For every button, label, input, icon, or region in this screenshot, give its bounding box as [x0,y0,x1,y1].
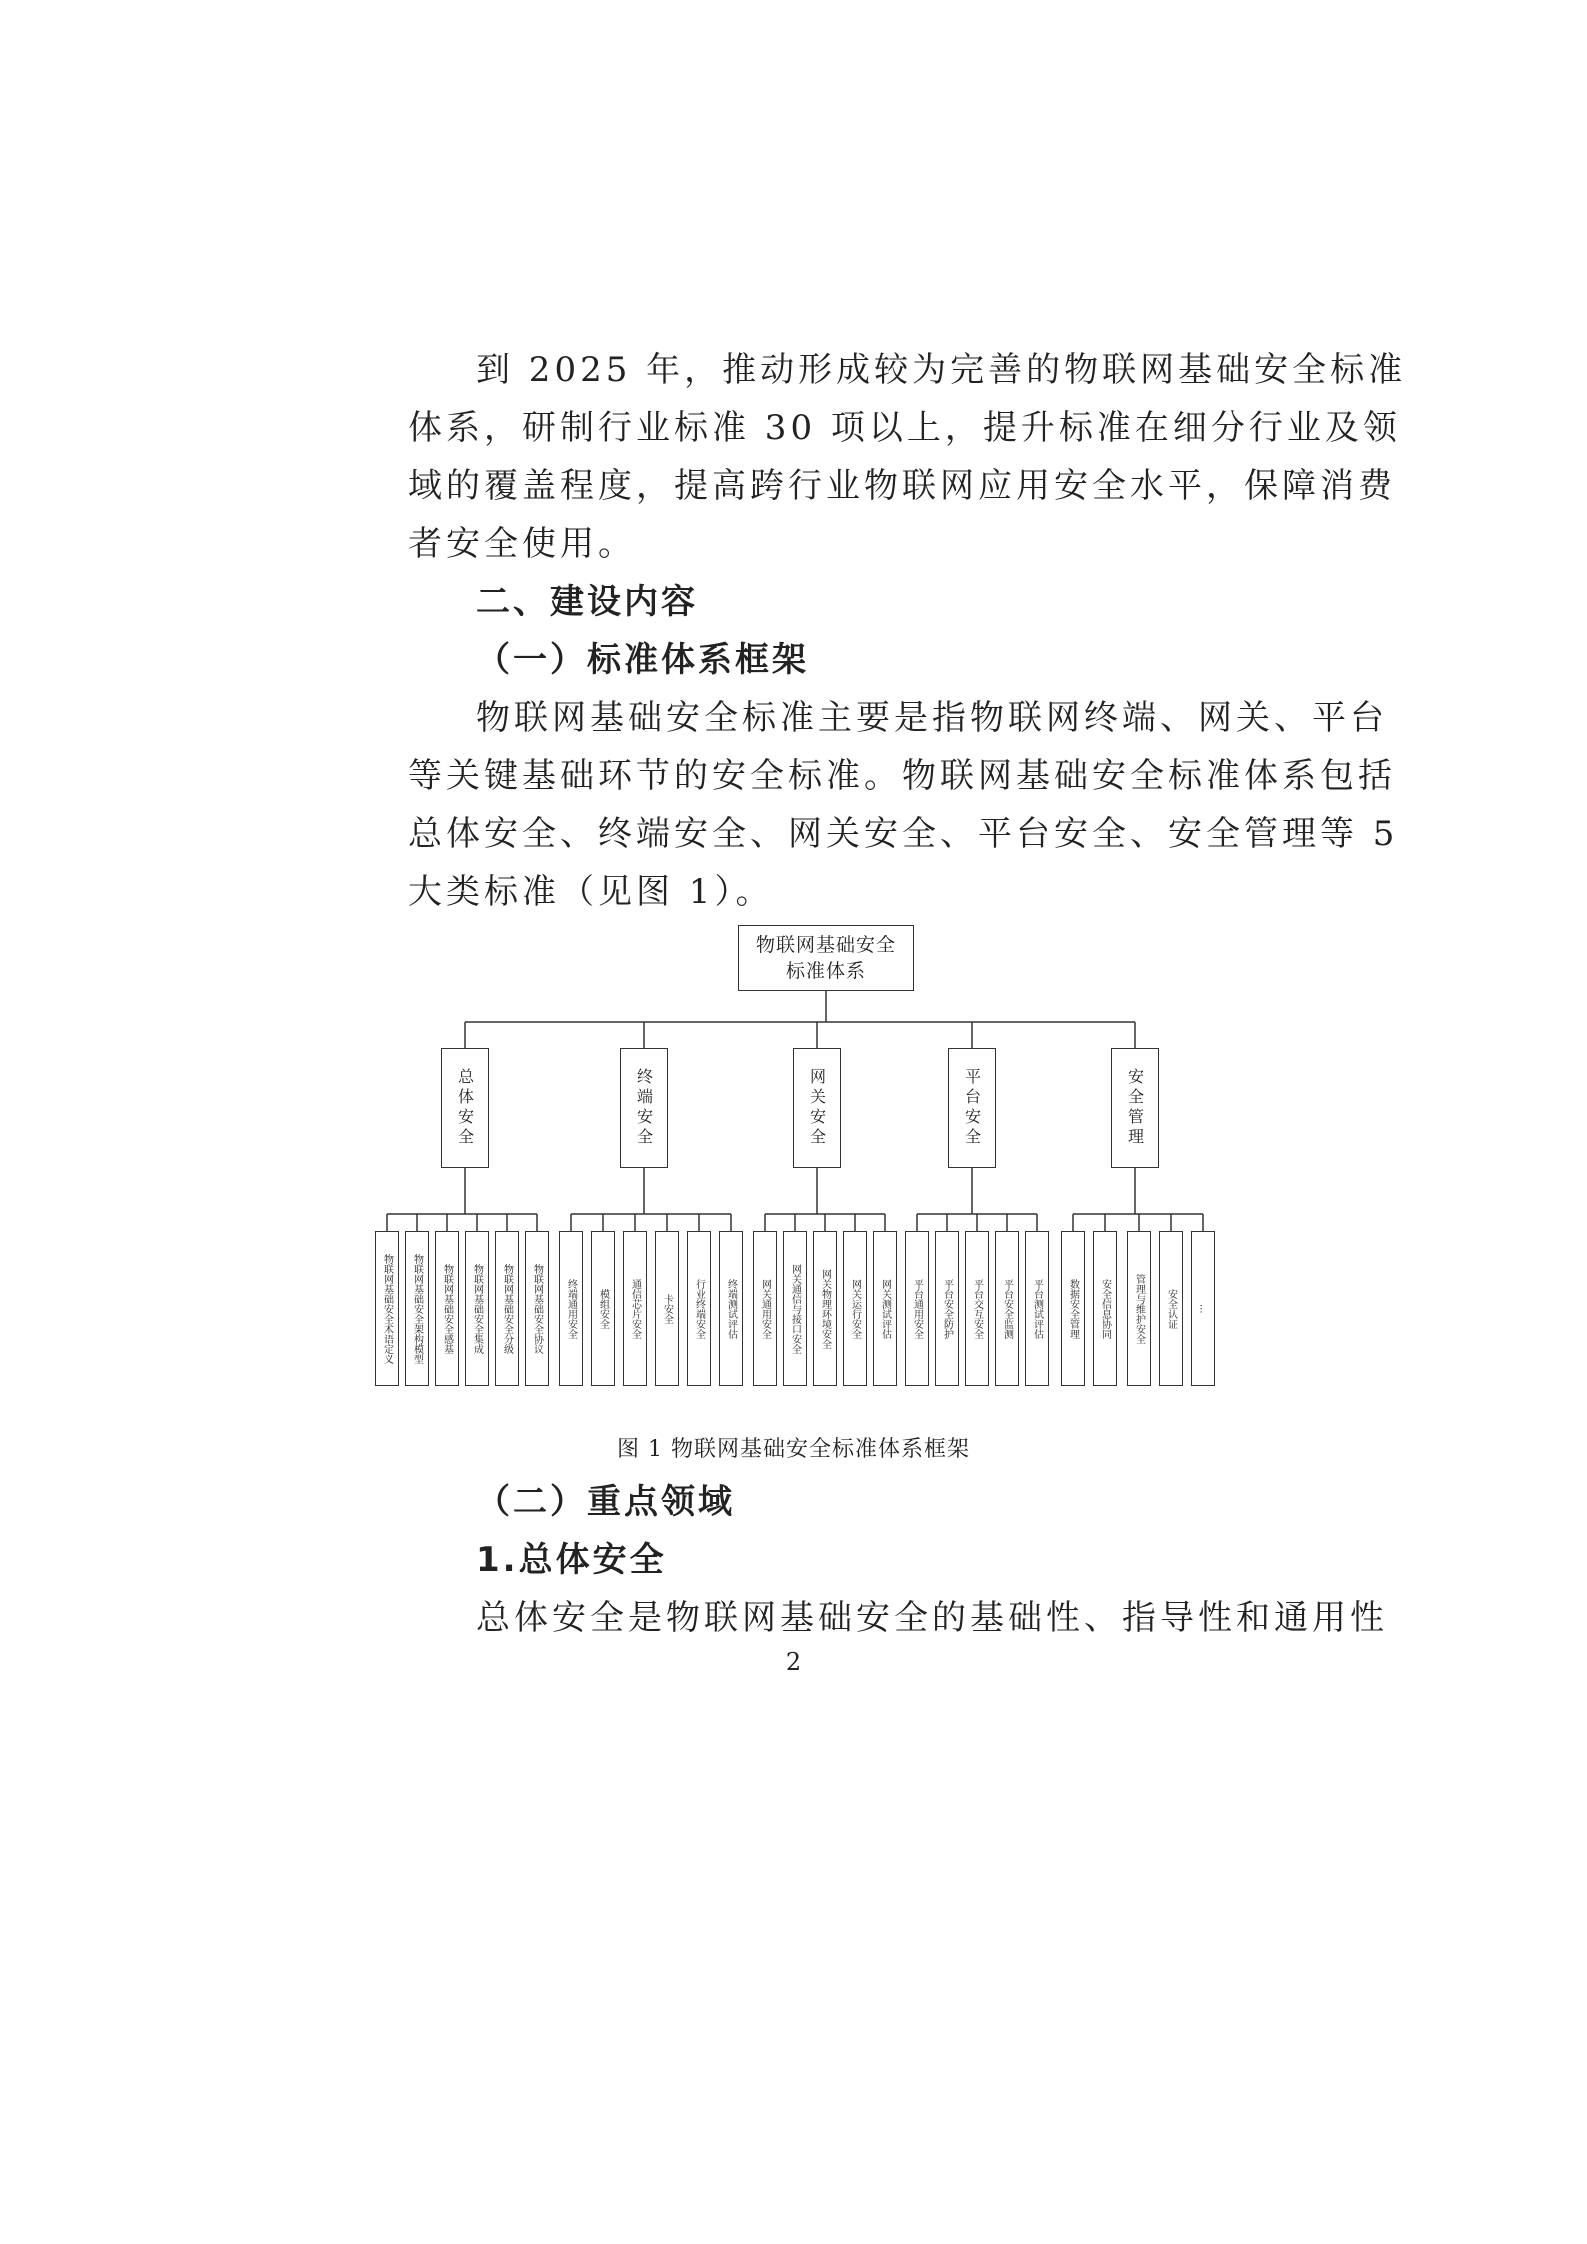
leaf-label: 物联网基础安全术语定义 [381,1253,393,1364]
leaf-node [1159,1231,1183,1386]
root-label-line: 物联网基础安全 [755,934,896,956]
leaf-label: 安全信息协同 [1099,1278,1111,1339]
leaf-node [719,1231,743,1386]
leaf-node [405,1231,429,1386]
leaf-node [873,1231,897,1386]
figure-caption: 图 1 物联网基础安全标准体系框架 [617,1437,970,1462]
paragraph-line: 等关键基础环节的安全标准。物联网基础安全标准体系包括 [408,756,1396,796]
paragraph-line: 体系，研制行业标准 30 项以上，提升标准在细分行业及领 [408,408,1401,448]
leaf-node [465,1231,489,1386]
paragraph-line: 到 2025 年，推动形成较为完善的物联网基础安全标准 [476,350,1407,390]
leaf-label: 网关通信与接口安全 [789,1263,801,1354]
leaf-label: 数据安全管理 [1067,1278,1079,1339]
category-label: 平台安全 [962,1068,982,1148]
paragraph-line: 总体安全、终端安全、网关安全、平台安全、安全管理等 5 [408,814,1399,854]
leaf-node [1093,1231,1117,1386]
category-node [620,1048,668,1168]
leaf-node [935,1231,959,1386]
leaf-node [375,1231,399,1386]
leaf-label: 平台交互安全 [971,1278,983,1339]
leaf-node [623,1231,647,1386]
leaf-node [1025,1231,1049,1386]
category-node [793,1048,841,1168]
paragraph-line: 总体安全是物联网基础安全的基础性、指导性和通用性 [476,1598,1388,1638]
leaf-node [813,1231,837,1386]
leaf-node [435,1231,459,1386]
paragraph-line: 大类标准（见图 1）。 [408,872,774,912]
leaf-label: 行业终端安全 [693,1278,705,1339]
leaf-node [995,1231,1019,1386]
leaf-label: 网关测试评估 [879,1278,891,1339]
category-label: 总体安全 [455,1068,475,1148]
leaf-node [559,1231,583,1386]
leaf-label: 模组安全 [597,1288,609,1329]
category-node [1111,1048,1159,1168]
subsection-heading: （二）重点领域 [476,1482,735,1522]
leaf-label: 物联网基础安全感基 [441,1263,453,1354]
leaf-node [1061,1231,1085,1386]
leaf-node [495,1231,519,1386]
root-label-line: 标准体系 [785,960,866,982]
item-heading: 1.总体安全 [476,1540,667,1580]
leaf-label: 物联网基础安全集成 [471,1263,483,1354]
category-label: 终端安全 [634,1068,654,1148]
subsection-heading: （一）标准体系框架 [476,640,809,680]
leaf-node [753,1231,777,1386]
leaf-label: 平台安全防护 [941,1278,953,1339]
leaf-node [655,1231,679,1386]
section-heading: 二、建设内容 [476,582,698,622]
leaf-node [843,1231,867,1386]
leaf-label: 平台测试评估 [1031,1278,1043,1339]
category-node [441,1048,489,1168]
leaf-node [905,1231,929,1386]
leaf-label: 网关运行安全 [849,1278,861,1339]
leaf-node [965,1231,989,1386]
category-label: 安全管理 [1125,1068,1145,1148]
leaf-label: 平台安全监测 [1001,1278,1013,1339]
leaf-label: 终端通用安全 [565,1278,577,1339]
category-label: 网关安全 [807,1068,827,1148]
leaf-label: 物联网基础安全架构模型 [411,1253,423,1364]
leaf-label: ... [1197,1303,1209,1314]
leaf-node [591,1231,615,1386]
leaf-label: 物联网基础安全分级 [501,1263,513,1354]
paragraph-line: 物联网基础安全标准主要是指物联网终端、网关、平台 [476,698,1388,738]
leaf-label: 网关物理环境安全 [819,1268,831,1349]
leaf-label: 网关通用安全 [759,1278,771,1339]
leaf-node [525,1231,549,1386]
category-node [948,1048,996,1168]
leaf-label: 安全认证 [1165,1288,1177,1329]
leaf-node [783,1231,807,1386]
leaf-label: 卡安全 [661,1293,673,1324]
leaf-label: 物联网基础安全协议 [531,1263,543,1354]
leaf-label: 通信芯片安全 [629,1278,641,1339]
leaf-node [687,1231,711,1386]
leaf-label: 平台通用安全 [911,1278,923,1339]
leaf-label: 管理与维护安全 [1133,1273,1145,1344]
paragraph-line: 者安全使用。 [408,524,636,564]
paragraph-line: 域的覆盖程度，提高跨行业物联网应用安全水平，保障消费 [408,466,1396,506]
leaf-node [1127,1231,1151,1386]
page-number: 2 [785,1648,802,1676]
leaf-node [1191,1231,1215,1386]
diagram-root-node [738,925,914,991]
leaf-label: 终端测试评估 [725,1278,737,1339]
